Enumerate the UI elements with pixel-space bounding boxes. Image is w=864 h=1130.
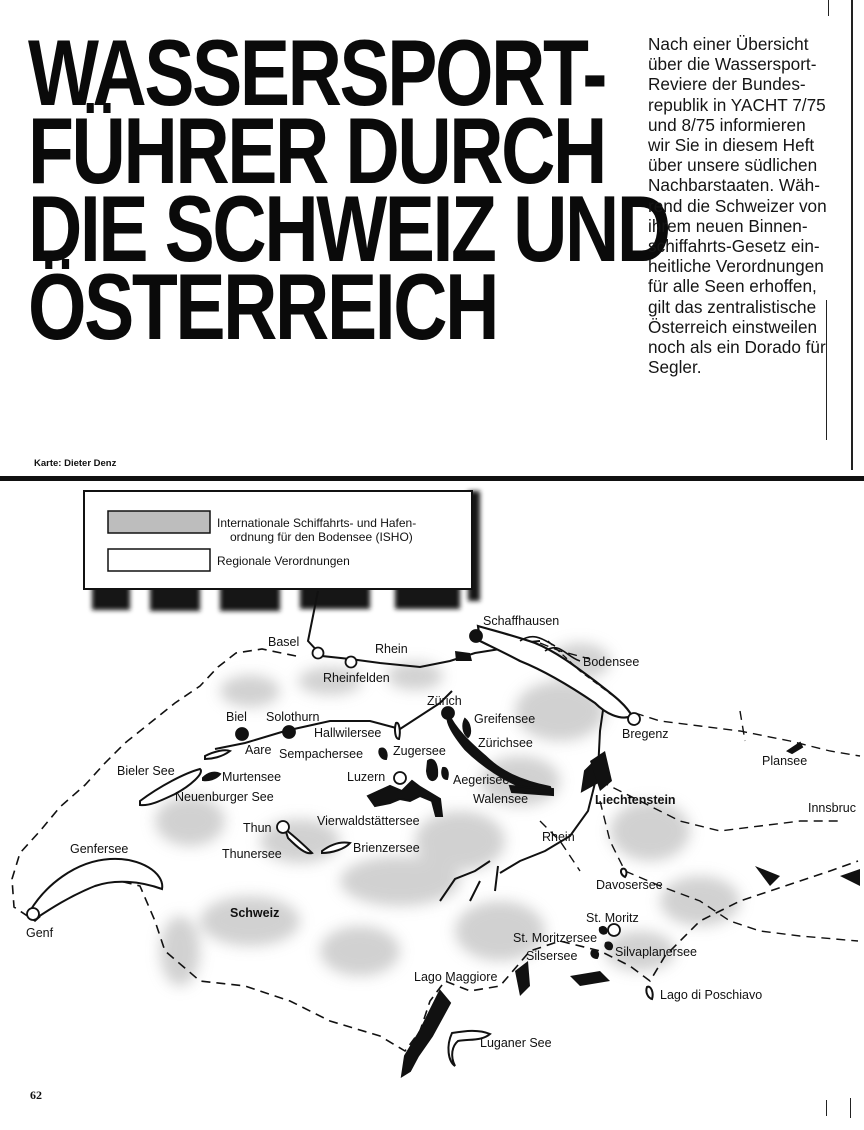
greifensee (463, 719, 470, 737)
city-marker-solothurn (283, 726, 295, 738)
genfersee (30, 859, 162, 919)
bieler-see (205, 750, 230, 759)
label-biel: Biel (226, 710, 247, 724)
label-davosersee: Davosersee (596, 878, 663, 892)
intro-line: über die Wassersport- (648, 54, 817, 75)
label-silvaplanersee: Silvaplanersee (615, 945, 697, 959)
switzerland-map (0, 481, 864, 1081)
label-aegerisee: Aegerisee (453, 773, 510, 787)
city-marker-basel (313, 648, 324, 659)
label-stmoritz: St. Moritz (586, 911, 639, 925)
city-marker-stmoritz (608, 924, 620, 936)
label-zugersee: Zugersee (393, 744, 446, 758)
label-neuenburger-see: Neuenburger See (175, 790, 274, 804)
margin-mark (851, 0, 853, 470)
intro-line: über unsere südlichen (648, 155, 818, 176)
intro-line: ihrem neuen Binnen- (648, 215, 808, 236)
intro-line: gilt das zentralistische (648, 296, 817, 317)
label-vierwaldstattersee: Vierwaldstättersee (317, 814, 420, 828)
margin-mark (828, 0, 829, 16)
margin-mark (850, 1098, 851, 1118)
label-schaffhausen: Schaffhausen (483, 614, 560, 628)
city-marker-zurich (442, 707, 454, 719)
label-silsersee: Silsersee (526, 949, 578, 963)
label-bodensee: Bodensee (583, 655, 640, 669)
label-genf: Genf (26, 926, 54, 940)
intro-line: heitliche Verordnungen (648, 256, 824, 277)
margin-mark (826, 1100, 827, 1116)
city-marker-rheinfelden (346, 657, 357, 668)
label-basel: Basel (268, 635, 300, 649)
label-brienzersee: Brienzersee (353, 841, 420, 855)
label-bregenz: Bregenz (622, 727, 669, 741)
intro-line: rend die Schweizer von (648, 195, 827, 216)
city-marker-biel (236, 728, 248, 740)
label-lago-maggiore: Lago Maggiore (414, 970, 498, 984)
headline-line: DIE SCHWEIZ UND (28, 176, 669, 281)
label-stmoritzersee: St. Moritzersee (513, 931, 598, 945)
label-schweiz: Schweiz (230, 906, 280, 920)
aegerisee (442, 768, 448, 779)
intro-line: republik in YACHT 7/75 (648, 94, 826, 115)
legend-swatch-shaded (108, 511, 210, 533)
vierwaldstattersee (368, 781, 442, 816)
headline-line: ÖSTERREICH (28, 254, 498, 359)
city-marker-bregenz (628, 713, 640, 725)
legend-label-isho-line1: Internationale Schiffahrts- und Hafen- (217, 516, 417, 530)
intro-line: Nach einer Übersicht (648, 34, 809, 54)
intro-paragraph (648, 34, 848, 377)
label-liechtenstein: Liechtenstein (595, 793, 676, 807)
stmoritzersee (600, 927, 607, 934)
silsersee (591, 950, 598, 958)
headline (28, 20, 669, 359)
hallwilersee (395, 723, 400, 739)
label-zurichsee: Zürichsee (478, 736, 533, 750)
intro-line: und 8/75 informieren (648, 114, 806, 135)
label-solothurn: Solothurn (266, 710, 320, 724)
headline-line: FÜHRER DURCH (28, 98, 605, 203)
intro-line: Reviere der Bundes- (648, 74, 806, 95)
label-murtensee: Murtensee (222, 770, 282, 784)
city-marker-luzern (394, 772, 406, 784)
silvaplanersee (605, 942, 612, 949)
label-thun: Thun (243, 821, 272, 835)
label-hallwilersee: Hallwilersee (314, 726, 382, 740)
label-genfersee: Genfersee (70, 842, 129, 856)
intro-line: noch als ein Dorado für (648, 337, 826, 358)
city-marker-genf (27, 908, 39, 920)
label-rhein-north: Rhein (375, 642, 408, 656)
headline-line: WASSERSPORT- (28, 20, 606, 125)
label-innsbruck: Innsbruc (808, 801, 856, 815)
label-greifensee: Greifensee (474, 712, 536, 726)
zugersee (427, 760, 437, 780)
legend-swatch-outline (108, 549, 210, 571)
untersee (455, 651, 472, 661)
murtensee (203, 773, 220, 781)
intro-line: Nachbarstaaten. Wäh- (648, 175, 820, 196)
city-marker-schaffhausen (470, 630, 482, 642)
label-zurich: Zürich (427, 694, 462, 708)
label-luganer-see: Luganer See (480, 1036, 552, 1050)
label-plansee: Plansee (762, 754, 808, 768)
sempachersee (379, 749, 386, 759)
legend-label-regional: Regionale Verordnungen (217, 554, 350, 568)
label-luzern: Luzern (347, 770, 386, 784)
intro-line: schiffahrts-Gesetz ein- (648, 236, 820, 257)
label-sempachersee: Sempachersee (279, 747, 364, 761)
legend-label-isho-line2: ordnung für den Bodensee (ISHO) (230, 530, 413, 544)
plansee (788, 743, 802, 753)
label-thunersee: Thunersee (222, 847, 282, 861)
label-bieler-see: Bieler See (117, 764, 175, 778)
label-aare: Aare (245, 743, 272, 757)
intro-line: wir Sie in diesem Heft (648, 135, 815, 156)
map-legend (84, 491, 472, 589)
intro-line: Segler. (648, 357, 702, 378)
label-rheinfelden: Rheinfelden (323, 671, 390, 685)
page-number: 62 (30, 1088, 42, 1102)
label-rhein-south: Rhein (542, 830, 575, 844)
lago-di-poschiavo (646, 987, 652, 999)
intro-line: für alle Seen erhoffen, (648, 276, 817, 297)
davosersee (621, 869, 626, 877)
map-credit: Karte: Dieter Denz (34, 458, 117, 469)
city-marker-thun (277, 821, 289, 833)
intro-line: Österreich einstweilen (648, 316, 818, 337)
margin-mark (826, 300, 827, 440)
lago-maggiore (402, 991, 450, 1076)
label-walensee: Walensee (473, 792, 529, 806)
label-lago-di-poschiavo: Lago di Poschiavo (660, 988, 763, 1002)
